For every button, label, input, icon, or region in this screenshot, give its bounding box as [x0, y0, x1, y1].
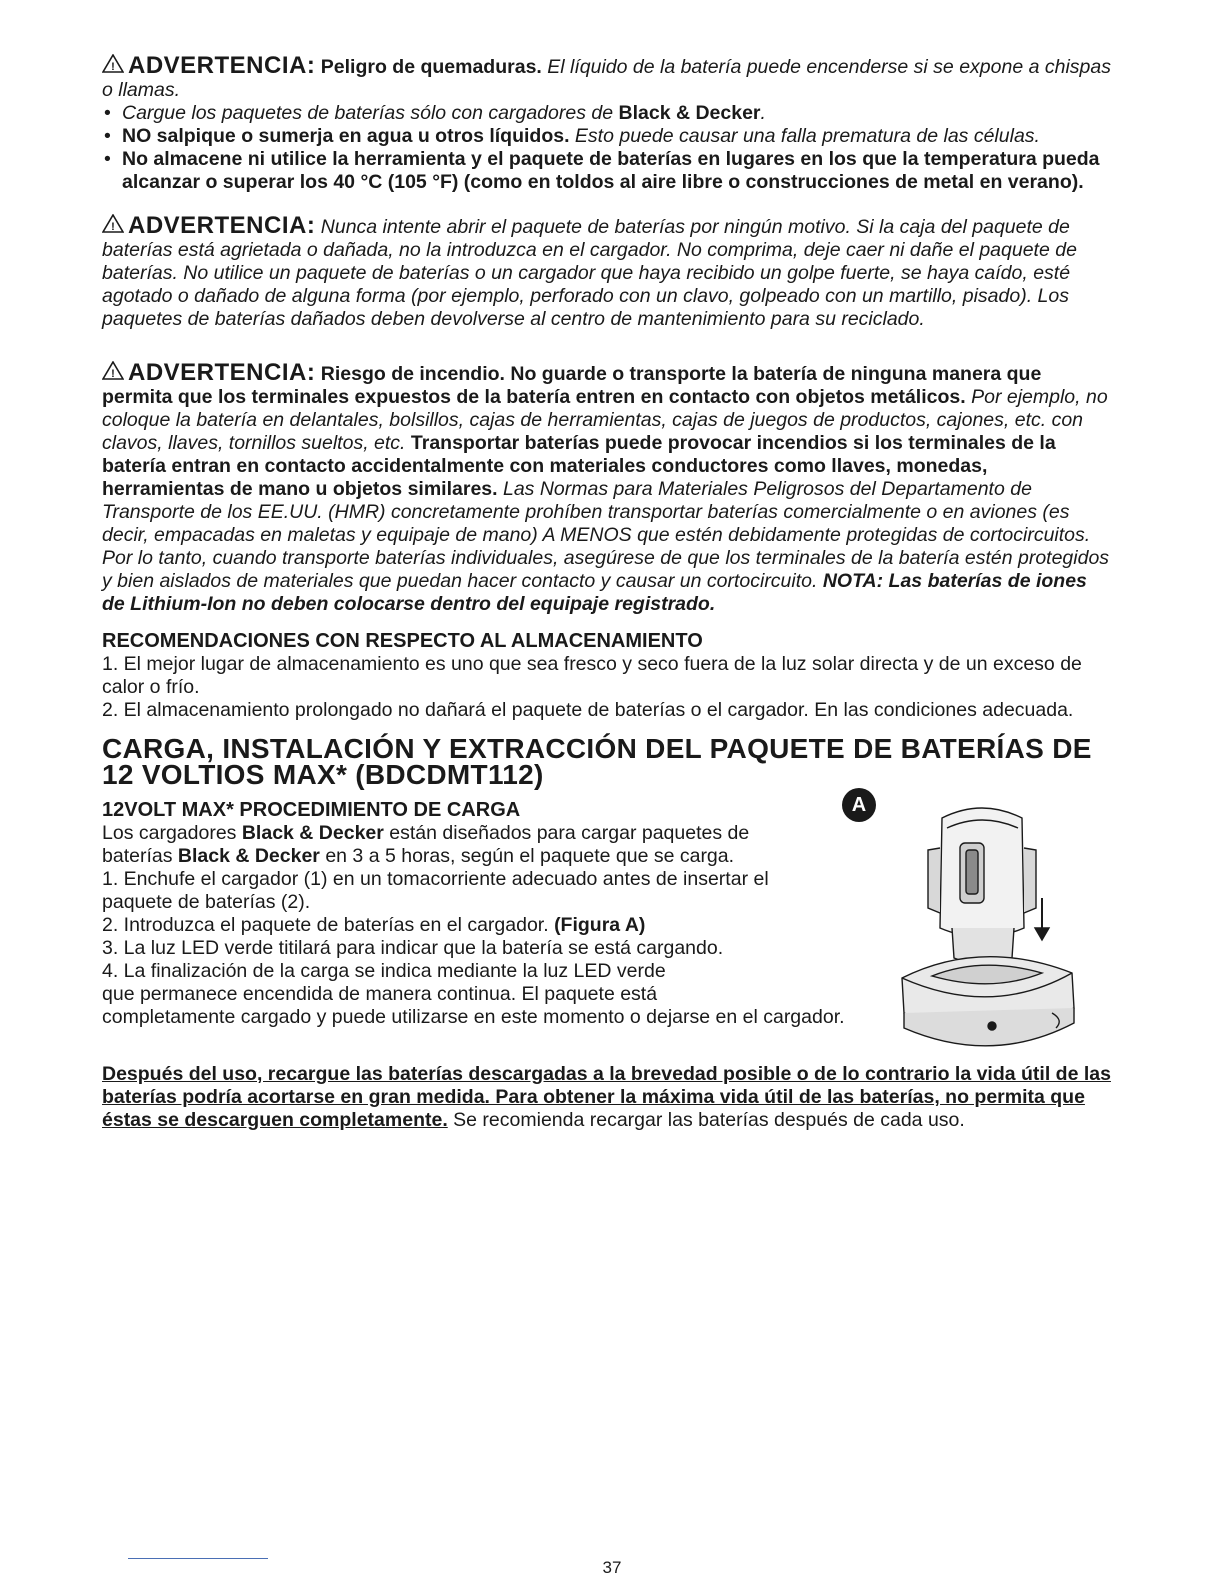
svg-text:!: ! — [111, 221, 115, 233]
warning-triangle-icon — [102, 54, 124, 79]
warning-fire-bold-2: Transportar baterías puede provocar incendios si los terminales de la batería entran en contacto accidentalmente con materiales conductores como llaves, monedas, herramientas de mano u objetos similares. — [102, 432, 1056, 500]
warning-fire-hazard — [102, 361, 1112, 616]
charging-subheading: 12VOLT MAX* PROCEDIMIENTO DE CARGA — [102, 799, 521, 821]
charging-step-1: 1. Enchufe el cargador (1) en un tomacorriente adecuado antes de insertar el paquete de baterías (2). — [102, 868, 769, 913]
charging-step-4c: completamente cargado y puede utilizarse en este momento o dejarse en el cargador. — [102, 1006, 845, 1028]
charging-section — [102, 794, 1112, 1029]
warning-burn-hazard — [102, 54, 1112, 194]
warning-fire-note: NOTA: Las baterías de iones de Lithium-Ion no deben colocarse dentro del equipaje registrado. — [102, 570, 1087, 615]
after-use-rest: Se recomienda recargar las baterías después de cada uso. — [447, 1109, 965, 1131]
charging-step-4a: 4. La finalización de la carga se indica mediante la luz LED verde — [102, 960, 666, 982]
list-item: • Cargue los paquetes de baterías sólo con cargadores de Black & Decker. — [102, 102, 1112, 125]
manual-page — [102, 54, 1112, 1132]
storage-section — [102, 630, 1112, 722]
page-number: 37 — [602, 1558, 622, 1577]
warning-open-battery — [102, 214, 1112, 331]
figure-a — [842, 788, 1122, 1058]
warning-label: ADVERTENCIA: — [128, 52, 316, 79]
svg-text:!: ! — [111, 368, 115, 380]
warning-fire-bold-1: Riesgo de incendio. No guarde o transporte la batería de ninguna manera que permita que los terminales expuestos de la batería entren en contacto con objetos metálicos. — [102, 363, 1042, 408]
figure-label-badge: A — [842, 788, 876, 822]
warning-title: Peligro de quemaduras. — [320, 56, 542, 78]
list-item: • NO salpique o sumerja en agua u otros líquidos. Esto puede causar una falla prematura de las células. — [102, 125, 1112, 148]
warning-burn-paragraph — [102, 54, 1112, 102]
warning-fire-italic-2: Las Normas para Materiales Peligrosos del Departamento de Transporte de los EE.UU. (HMR) concretamente prohíben transportar baterías comercialmente o en aviones (es decir, empacadas en maletas y equipaje de mano) A MENOS que estén debidamente protegidas de cortocircuitos. Por lo tanto, cuando transporte baterías individuales, asegúrese de que los terminales de la batería estén protegidos y bien aislados de materiales que puedan hacer contacto y causar un cortocircuito. — [102, 478, 1110, 592]
warning-text: El líquido de la batería puede encenderse si se expone a chispas o llamas. — [102, 56, 1111, 101]
charging-heading: CARGA, INSTALACIÓN Y EXTRACCIÓN DEL PAQUETE DE BATERÍAS DE 12 VOLTIOS MAX* (BDCDMT112) — [102, 733, 1092, 790]
warning-fire-italic-1: Por ejemplo, no coloque la batería en delantales, bolsillos, cajas de herramientas, cajas de juegos de productos, cajones, etc. con clavos, llaves, tornillos sueltos, etc. — [102, 386, 1108, 454]
storage-item-1: 1. El mejor lugar de almacenamiento es uno que sea fresco y seco fuera de la luz solar directa y de un exceso de calor o frío. — [102, 653, 1082, 698]
brand-name: Black & Decker — [241, 822, 384, 844]
brand-name: Black & Decker — [177, 845, 320, 867]
warning-triangle-icon — [102, 361, 124, 386]
warning-triangle-icon — [102, 214, 124, 239]
charging-intro: Los cargadores Black & Decker están diseñados para cargar paquetes de baterías Black & Decker en 3 a 5 horas, según el paquete que se carga. — [102, 822, 750, 867]
storage-item-2: 2. El almacenamiento prolongado no dañará el paquete de baterías o el cargador. En las condiciones adecuada. — [102, 699, 1074, 721]
warning-text: Nunca intente abrir el paquete de baterías por ningún motivo. Si la caja del paquete de baterías está agrietada o dañada, no la introduzca en el cargador. No comprima, deje caer ni dañe el paquete de baterías. No utilice un paquete de baterías o un cargador que haya recibido un golpe fuerte, se haya caído, esté agotado o dañado de alguna forma (por ejemplo, perforado con un clavo, golpeado con un martillo, pisado). Los paquetes de baterías dañados deben devolverse al centro de mantenimiento para su reciclado. — [102, 216, 1077, 330]
figure-reference: (Figura A) — [554, 914, 646, 936]
warning-label: ADVERTENCIA: — [128, 359, 316, 386]
after-use-emphasis: Después del uso, recargue las baterías descargadas a la brevedad posible o de lo contrario la vida útil de las baterías podría acortarse en gran medida. Para obtener la máxima vida útil de las baterías, no permita que éstas se descarguen completamente. — [102, 1063, 1111, 1131]
storage-heading: RECOMENDACIONES CON RESPECTO AL ALMACENAMIENTO — [102, 630, 703, 652]
warning-label: ADVERTENCIA: — [128, 212, 316, 239]
warning-fire-paragraph — [102, 361, 1112, 616]
list-item: • No almacene ni utilice la herramienta y el paquete de baterías en lugares en los que la temperatura pueda alcanzar o superar los 40 °C (105 °F) (como en toldos al aire libre o construcciones de metal en verano). — [102, 148, 1112, 194]
charging-step-2: 2. Introduzca el paquete de baterías en el cargador. (Figura A) — [102, 914, 646, 936]
after-use-paragraph — [102, 1063, 1112, 1132]
svg-text:!: ! — [111, 61, 115, 73]
warning-open-paragraph — [102, 214, 1112, 331]
battery-charger-illustration — [842, 788, 1122, 1058]
brand-name: Black & Decker — [618, 102, 761, 124]
charging-step-3: 3. La luz LED verde titilará para indicar que la batería se está cargando. — [102, 937, 724, 959]
charging-text — [102, 798, 792, 1006]
warning-bullets — [102, 102, 1112, 194]
charging-step-4b: que permanece encendida de manera continua. El paquete está — [102, 983, 658, 1005]
